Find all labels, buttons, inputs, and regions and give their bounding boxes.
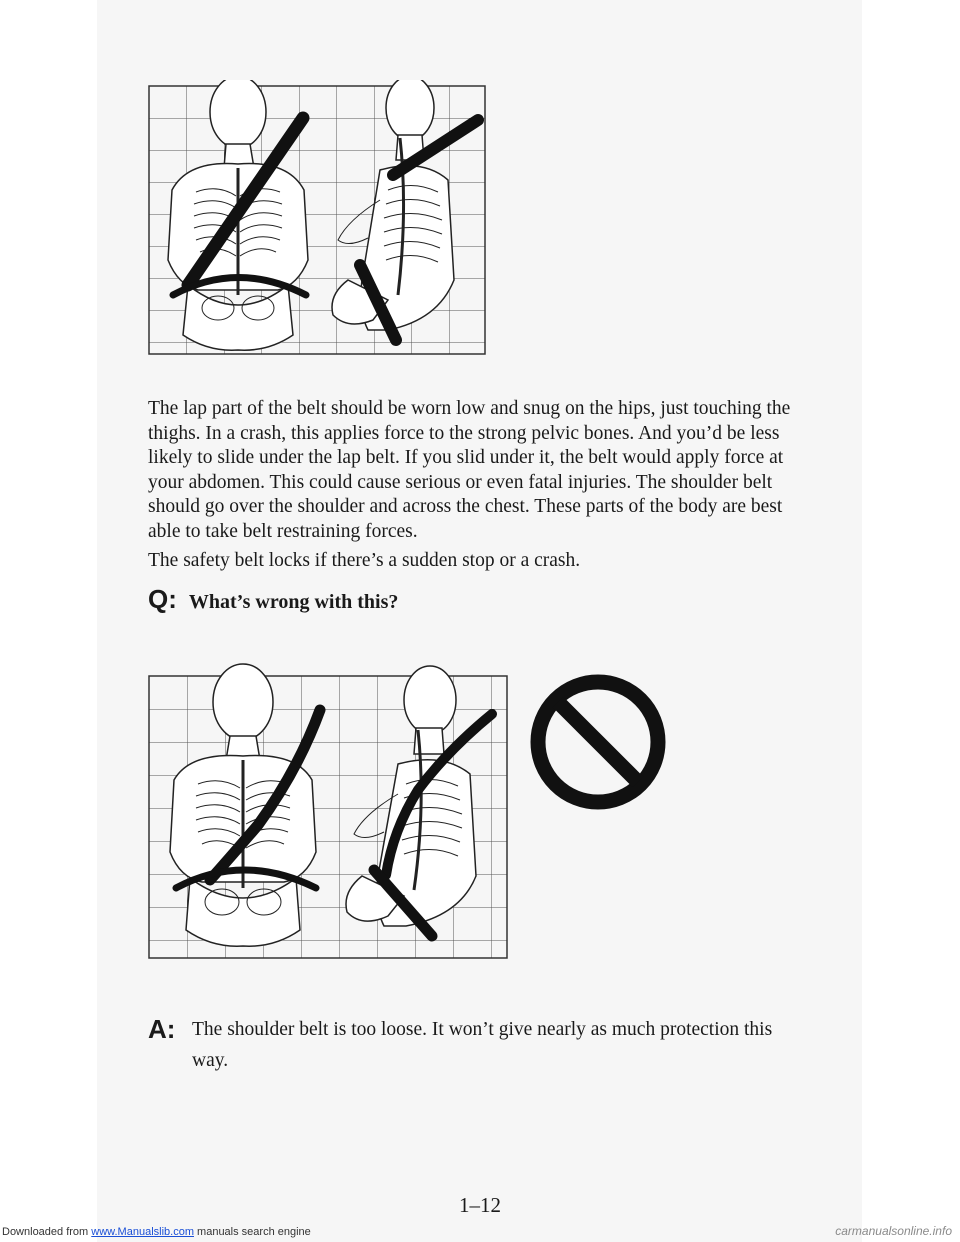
watermark: carmanualsonline.info: [835, 1224, 952, 1238]
download-footer: [2, 1226, 311, 1238]
page-number: 1–12: [459, 1193, 501, 1217]
question: [148, 584, 398, 615]
question-mark: Q:: [148, 584, 177, 614]
seatbelt-correct-icon: [148, 80, 488, 355]
paragraph-belt-locks: The safety belt locks if there’s a sudden stop or a crash.: [148, 550, 581, 571]
seatbelt-loose-icon: [148, 660, 510, 960]
footer-prefix: Downloaded from: [2, 1226, 92, 1238]
answer-mark-row: [148, 1014, 175, 1045]
answer-text: The shoulder belt is too loose. It won’t give nearly as much protection this way.: [192, 1019, 773, 1071]
question-text: What’s wrong with this?: [188, 591, 399, 613]
paragraph-lap-belt: The lap part of the belt should be worn low and snug on the hips, just touching the thighs. In a crash, this applies force to the strong pelvic bones. And you’d be less likely to slide under the lap belt. If you slid under it, the belt would apply force at your abdomen. This could cause serious or even fatal injuries. The shoulder belt should go over the shoulder and across the chest. These parts of the body are best able to take belt restraining forces.: [148, 398, 791, 542]
footer-suffix: manuals search engine: [193, 1226, 311, 1238]
manualslib-link[interactable]: www.Manualslib.com: [91, 1226, 194, 1238]
prohibition-icon: [528, 672, 668, 812]
answer-mark: A:: [148, 1014, 176, 1044]
